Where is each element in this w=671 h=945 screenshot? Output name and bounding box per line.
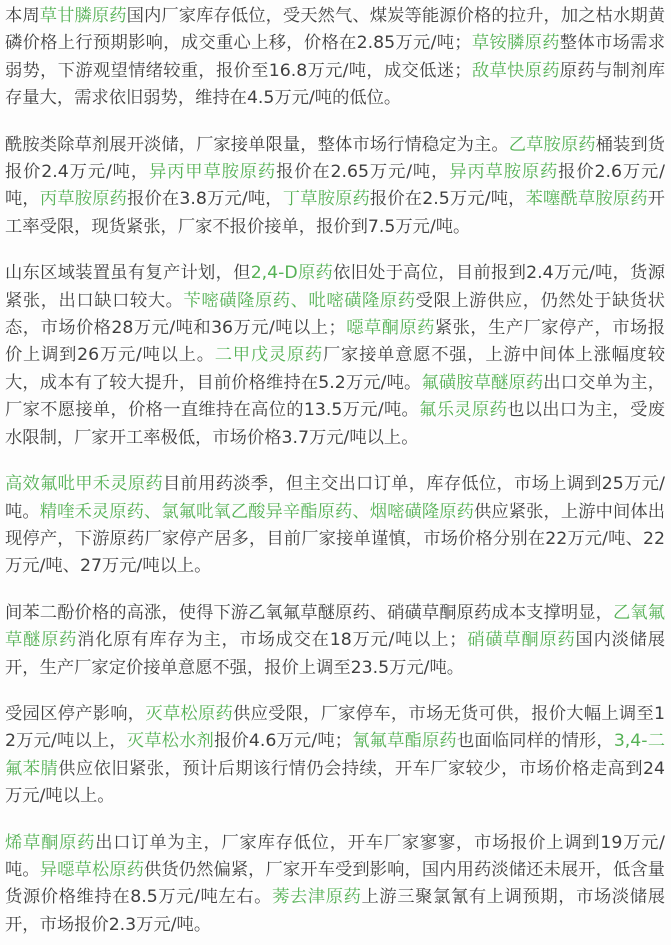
product-term-link[interactable]: 烯草酮原药 bbox=[5, 832, 96, 853]
product-term-link[interactable]: 异噁草松原药 bbox=[39, 859, 144, 880]
paragraph bbox=[5, 471, 665, 581]
text-run: 也面临同样的情形， bbox=[456, 731, 614, 752]
text-run: 供应受限，厂家停车，市场无货可供，报价大幅上调至12万元/吨以上， bbox=[5, 703, 665, 752]
product-term-link[interactable]: 异丙草胺原药 bbox=[449, 162, 559, 183]
text-run: 上游三聚氯氰有上调预期，市场淡储展开，市场报价2.3万元/吨。 bbox=[5, 887, 665, 935]
text-run: 报价4.6万元/吨； bbox=[213, 731, 353, 752]
product-term-link[interactable]: 噁草酮原药 bbox=[345, 318, 435, 339]
product-term-link[interactable]: 乙氧氟草醚原药 bbox=[5, 602, 665, 651]
text-run: 报价在2.65万元/吨， bbox=[276, 162, 450, 183]
text-run: 依旧处于高位，目前报到2.4万元/吨，货源紧张，出口缺口较大。 bbox=[5, 263, 665, 311]
text-run: 供货仍然偏紧，厂家开车受到影响，国内用药淡储还未展开，低含量货源价格维持在8.5万元/吨左右。 bbox=[5, 859, 665, 908]
text-run: 受园区停产影响， bbox=[5, 703, 146, 724]
text-run: 整体市场需求弱势，下游观望情绪较重，报价至16.8万元/吨，成交低迷； bbox=[5, 33, 665, 81]
text-run: 紧张，生产厂家停产，市场报价上调到26万元/吨以上。 bbox=[5, 318, 665, 366]
product-term-link[interactable]: 草甘膦原药 bbox=[39, 6, 127, 26]
product-term-link[interactable]: 氰氟草酯原药 bbox=[352, 731, 457, 752]
text-run: 间苯二酚价格的高涨，使得下游乙氧氟草醚原药、硝磺草酮原药成本支撑明显， bbox=[5, 602, 613, 623]
product-term-link[interactable]: 草铵膦原药 bbox=[471, 33, 560, 54]
text-run: 原药与制剂库存量大，需求依旧弱势，维持在4.5万元/吨的低位。 bbox=[5, 60, 665, 109]
text-run: 出口交单为主，厂家不愿接单，价格一直维持在高位的13.5万元/吨。 bbox=[5, 372, 665, 421]
product-term-link[interactable]: 异丙甲草胺原药 bbox=[149, 162, 277, 183]
text-run: 国内厂家库存低位，受天然气、煤炭等能源价格的拉升，加之枯水期黄磷价格上行预期影响，成交重心上移，价格在2.85万元/吨； bbox=[5, 6, 665, 54]
product-term-link[interactable]: 灭草松原药 bbox=[145, 703, 234, 724]
paragraph bbox=[5, 260, 665, 452]
text-run: 报价在2.5万元/吨， bbox=[369, 189, 526, 210]
product-term-link[interactable]: 3,4-二氟苯腈 bbox=[5, 731, 665, 779]
product-term-link[interactable]: 精喹禾灵原药、氯氟吡氧乙酸异辛酯原药、烟嘧磺隆原药 bbox=[39, 501, 474, 522]
text-run: 也以出口为主，受废水限制，厂家开工率极低，市场价格3.7万元/吨以上。 bbox=[5, 400, 665, 448]
paragraph bbox=[5, 132, 665, 242]
paragraph bbox=[5, 3, 665, 113]
text-run: 开工率受限，现货紧张，厂家不报价接单，报价到7.5万元/吨。 bbox=[5, 189, 665, 237]
product-term-link[interactable]: 硝磺草酮原药 bbox=[466, 630, 576, 651]
product-term-link[interactable]: 莠去津原药 bbox=[272, 887, 362, 908]
text-run: 受限上游供应，仍然处于缺货状态，市场价格28万元/吨和36万元/吨以上； bbox=[5, 290, 665, 339]
text-run: 厂家接单意愿不强，上游中间体上涨幅度较大，成本有了较大提升，目前价格维持在5.2万元/吨。 bbox=[5, 345, 665, 393]
product-term-link[interactable]: 二甲戊灵原药 bbox=[214, 345, 323, 366]
text-run: 国内淡储展开，生产厂家定价接单意愿不强，报价上调至23.5万元/吨。 bbox=[5, 630, 665, 678]
product-term-link[interactable]: 氟磺胺草醚原药 bbox=[421, 372, 544, 393]
product-term-link[interactable]: 2,4-D原药 bbox=[250, 263, 334, 284]
text-run: 供应紧张，上游中间体出现停产，下游原药厂家停产居多，目前厂家接单谨慎，市场价格分别在22万元/吨、22万元/吨、27万元/吨以上。 bbox=[5, 501, 665, 577]
product-term-link[interactable]: 丁草胺原药 bbox=[282, 189, 370, 210]
text-run: 报价2.6万元/吨， bbox=[5, 162, 665, 210]
product-term-link[interactable]: 苄嘧磺隆原药、吡嘧磺隆原药 bbox=[183, 290, 416, 311]
paragraph bbox=[5, 701, 665, 811]
product-term-link[interactable]: 灭草松水剂 bbox=[126, 731, 214, 752]
paragraph bbox=[5, 600, 665, 682]
text-run: 酰胺类除草剂展开淡储，厂家接单限量，整体市场行情稳定为主。 bbox=[5, 134, 509, 155]
text-run: 消化原有库存为主，市场成交在18万元/吨以上； bbox=[77, 630, 467, 651]
text-run: 本周 bbox=[5, 6, 40, 26]
text-run: 出口订单为主，厂家库存低位，开车厂家寥寥，市场报价上调到19万元/吨。 bbox=[5, 832, 665, 880]
product-term-link[interactable]: 乙草胺原药 bbox=[508, 134, 596, 155]
text-run: 供应依旧紧张，预计后期该行情仍会持续，开车厂家较少，市场价格走高到24万元/吨以上。 bbox=[5, 758, 665, 807]
product-term-link[interactable]: 氟乐灵原药 bbox=[419, 400, 508, 421]
text-run: 报价在3.8万元/吨， bbox=[127, 189, 283, 210]
product-term-link[interactable]: 丙草胺原药 bbox=[39, 189, 128, 210]
product-term-link[interactable]: 苯噻酰草胺原药 bbox=[525, 189, 648, 210]
text-run: 目前用药淡季，但主交出口订单，库存低位，市场上调到25万元/吨。 bbox=[5, 474, 665, 522]
product-term-link[interactable]: 高效氟吡甲禾灵原药 bbox=[5, 474, 163, 495]
product-term-link[interactable]: 敌草快原药 bbox=[471, 60, 560, 81]
text-run: 山东区域装置虽有复产计划，但 bbox=[5, 263, 251, 284]
text-run: 桶装到货报价2.4万元/吨， bbox=[5, 134, 665, 183]
